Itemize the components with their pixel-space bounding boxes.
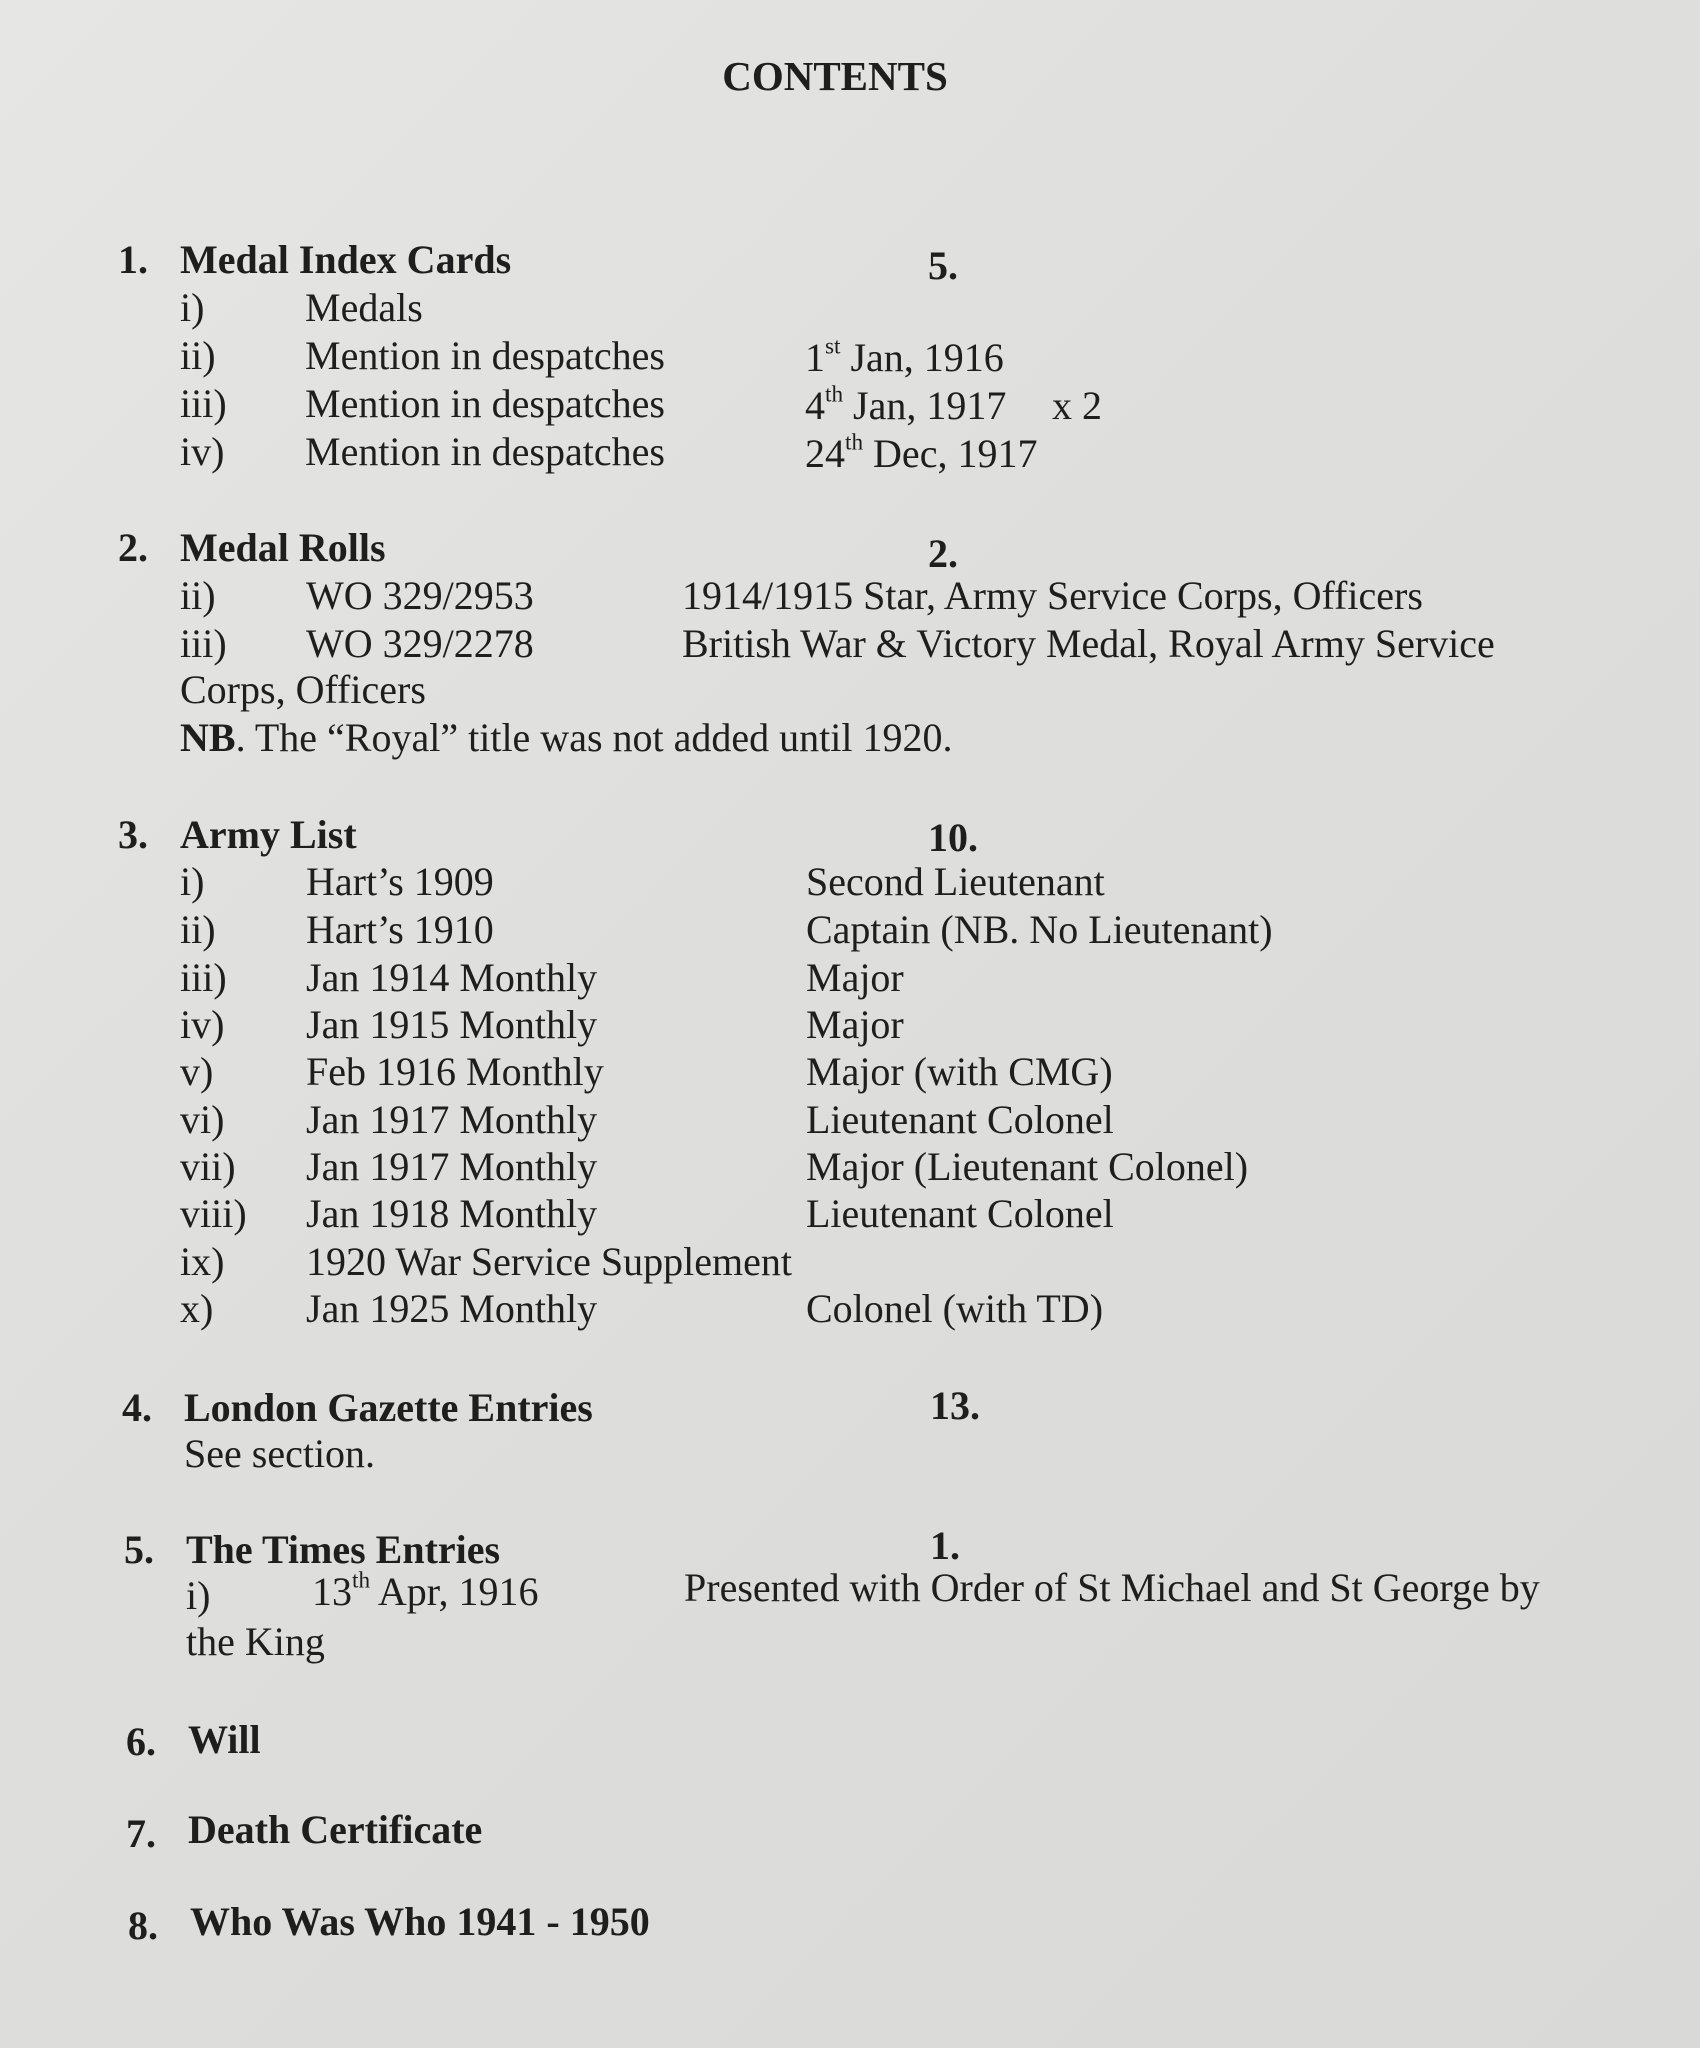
- item-description: Major (with CMG): [806, 1049, 1113, 1094]
- item-description: Major (Lieutenant Colonel): [806, 1144, 1249, 1189]
- section-heading: Death Certificate: [188, 1807, 483, 1852]
- item-number: iii): [180, 381, 227, 426]
- item-description: Colonel (with TD): [806, 1286, 1104, 1331]
- item-label: Hart’s 1909: [306, 859, 494, 904]
- item-description: Second Lieutenant: [806, 859, 1105, 904]
- page-title: CONTENTS: [722, 53, 948, 99]
- section-page: 2.: [928, 531, 958, 576]
- item-number: ii): [180, 907, 216, 952]
- item-description: Lieutenant Colonel: [806, 1097, 1114, 1142]
- item-description: Lieutenant Colonel: [806, 1191, 1114, 1236]
- section-heading: Medal Index Cards: [180, 237, 512, 282]
- item-number: viii): [180, 1191, 247, 1236]
- section-number: 1.: [118, 237, 148, 282]
- section-note: NB. The “Royal” title was not added until 1920.: [180, 715, 953, 760]
- item-label: Jan 1918 Monthly: [306, 1191, 598, 1236]
- item-description-continued: the King: [186, 1619, 325, 1664]
- item-label: Medals: [305, 285, 423, 330]
- section-heading: The Times Entries: [186, 1527, 501, 1572]
- item-label: Jan 1917 Monthly: [306, 1097, 598, 1142]
- item-description: Major: [806, 1002, 904, 1047]
- section-heading: Army List: [180, 812, 357, 857]
- item-number: i): [186, 1573, 211, 1618]
- item-label: WO 329/2953: [306, 573, 534, 618]
- item-label: 1920 War Service Supplement: [306, 1239, 792, 1284]
- item-number: ii): [180, 333, 216, 378]
- item-description: Major: [806, 955, 904, 1000]
- item-number: iii): [180, 955, 227, 1000]
- item-label: Jan 1925 Monthly: [306, 1286, 598, 1331]
- item-date: 24th Dec, 1917: [805, 429, 1038, 476]
- section-heading: Will: [188, 1717, 261, 1762]
- item-date: 13th Apr, 1916: [312, 1567, 539, 1614]
- item-label: Hart’s 1910: [306, 907, 494, 952]
- item-number: iv): [180, 1002, 225, 1047]
- section-heading: Who Was Who 1941 - 1950: [190, 1899, 650, 1944]
- item-number: iii): [180, 621, 227, 666]
- item-description: Captain (NB. No Lieutenant): [806, 907, 1273, 952]
- section-page: 5.: [928, 243, 958, 288]
- item-number: x): [180, 1286, 214, 1331]
- section-page: 1.: [930, 1523, 960, 1568]
- section-page: 13.: [930, 1383, 980, 1428]
- item-number: vii): [180, 1144, 236, 1189]
- section-number: 7.: [126, 1811, 156, 1856]
- section-number: 6.: [126, 1719, 156, 1764]
- section-page: 10.: [928, 815, 978, 860]
- item-extra: x 2: [1052, 383, 1102, 428]
- section-number: 5.: [124, 1527, 154, 1572]
- item-label: WO 329/2278: [306, 621, 534, 666]
- item-label: Mention in despatches: [305, 333, 665, 378]
- item-number: i): [180, 285, 205, 330]
- section-number: 3.: [118, 812, 148, 857]
- item-date: 1st Jan, 1916: [805, 333, 1004, 380]
- item-description: British War & Victory Medal, Royal Army Service: [682, 621, 1495, 666]
- item-number: v): [180, 1049, 214, 1094]
- item-number: ii): [180, 573, 216, 618]
- section-heading: London Gazette Entries: [184, 1385, 593, 1430]
- item-label: Mention in despatches: [305, 381, 665, 426]
- item-number: iv): [180, 429, 225, 474]
- section-number: 8.: [128, 1903, 158, 1948]
- item-label: Feb 1916 Monthly: [306, 1049, 604, 1094]
- item-date: 4th Jan, 1917: [805, 381, 1007, 428]
- item-number: i): [180, 859, 205, 904]
- item-label: Jan 1915 Monthly: [306, 1002, 598, 1047]
- section-heading: Medal Rolls: [180, 525, 386, 570]
- section-note: See section.: [184, 1431, 376, 1476]
- item-label: Mention in despatches: [305, 429, 665, 474]
- item-label: Jan 1914 Monthly: [306, 955, 598, 1000]
- item-number: vi): [180, 1097, 225, 1142]
- item-description: Presented with Order of St Michael and St George by: [684, 1565, 1540, 1610]
- item-label: Jan 1917 Monthly: [306, 1144, 598, 1189]
- section-number: 2.: [118, 525, 148, 570]
- item-number: ix): [180, 1239, 225, 1284]
- item-description: 1914/1915 Star, Army Service Corps, Officers: [682, 573, 1423, 618]
- item-description-continued: Corps, Officers: [180, 667, 426, 712]
- section-number: 4.: [122, 1385, 152, 1430]
